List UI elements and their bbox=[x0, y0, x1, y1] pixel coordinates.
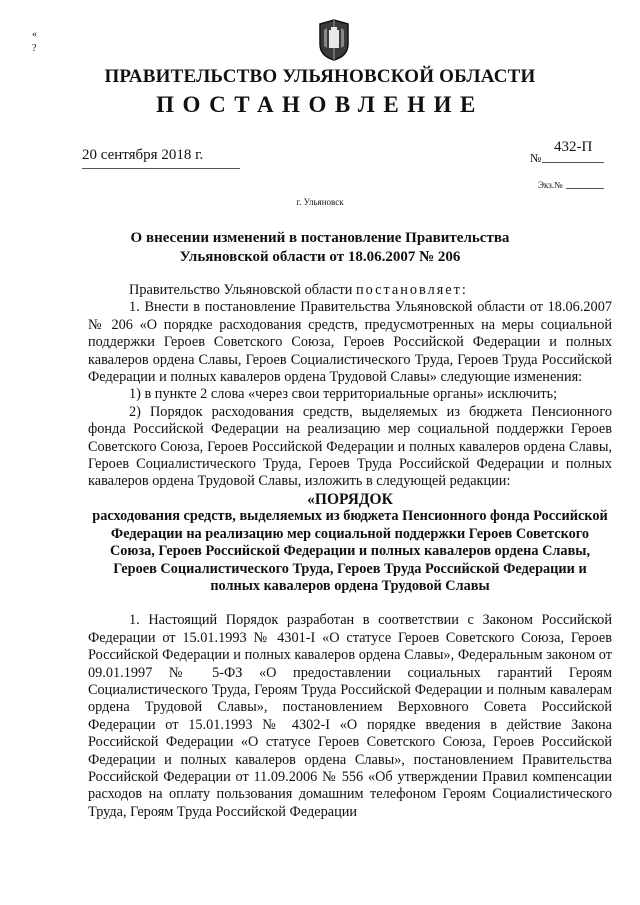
preamble bbox=[88, 282, 612, 299]
document-body bbox=[88, 282, 612, 821]
paragraph-1-2: 2) Порядок расходования средств, выделяемых из бюджета Пенсионного фонда Российской Федерации на реализацию мер социальной поддержки Героев Советского Союза, Героев Российской Федерации и полных кавалеров ордена Славы, Героев Социалистического Труда, Героев Труда Российской Федерации и полных кавалеров ордена Трудовой Славы, изложить в следующей редакции: bbox=[88, 403, 612, 490]
date-underline bbox=[82, 168, 240, 169]
margin-mark: ? bbox=[32, 43, 37, 54]
preamble-subject: Правительство Ульяновской области bbox=[129, 282, 356, 298]
preamble-verb: постановляет: bbox=[355, 282, 468, 298]
copy-label: Экз.№ bbox=[538, 180, 563, 190]
paragraph-1-1: 1) в пункте 2 слова «через свои территориальные органы» исключить; bbox=[129, 386, 558, 403]
document-title bbox=[110, 229, 530, 267]
document-number: 432-П bbox=[554, 139, 593, 155]
margin-marks bbox=[32, 28, 37, 56]
paragraph-1: 1. Внести в постановление Правительства Ульяновской области от 18.06.2007 № 206 «О порядке расходования средств, предусмотренных на меры социальной поддержки Героев Советского Союза, Героев Российской Федерации и полных кавалеров ордена Славы, Героев Социалистического Труда, Героев Труда Российской Федерации и полных кавалеров ордена Трудовой Славы» следующие изменения: bbox=[88, 299, 612, 386]
government-name: ПРАВИТЕЛЬСТВО УЛЬЯНОВСКОЙ ОБЛАСТИ bbox=[104, 66, 536, 87]
title-line: Ульяновской области от 18.06.2007 № 206 bbox=[179, 249, 461, 265]
document-type: ПОСТАНОВЛЕНИЕ bbox=[156, 92, 484, 117]
spacer bbox=[88, 595, 612, 612]
margin-mark: « bbox=[32, 29, 37, 40]
order-heading: «ПОРЯДОК bbox=[307, 490, 393, 508]
title-line: О внесении изменений в постановление Правительства bbox=[130, 230, 510, 246]
number-label: № bbox=[530, 151, 542, 165]
order-title: расходования средств, выделяемых из бюджета Пенсионного фонда Российской Федерации на реализацию мер социальной поддержки Героев Советского Союза, Героев Российской Федерации и полных кавалеров ордена Славы, Героев Социалистического Труда, Героев Труда Российской Федерации и полных кавалеров ордена Трудовой Славы bbox=[92, 508, 608, 594]
coat-of-arms-emblem bbox=[317, 18, 351, 62]
document-date: 20 сентября 2018 г. bbox=[82, 147, 204, 163]
copy-underline bbox=[566, 188, 604, 189]
city: г. Ульяновск bbox=[296, 197, 344, 207]
number-underline bbox=[542, 162, 604, 163]
order-paragraph-1: 1. Настоящий Порядок разработан в соответствии с Законом Российской Федерации от 15.01.1993 № 4301-I «О статусе Героев Советского Союза, Героев Российской Федерации и полных кавалеров ордена Славы», Федеральным законом от 09.01.1997 № 5-ФЗ «О предоставлении социальных гарантий Героям Социалистического Труда, Героям Труда Российской Федерации и полным кавалерам ордена Трудовой Славы», постановлением Верховного Совета Российской Федерации от 15.01.1993 № 4302-I «О порядке введения в действие Закона Российской Федерации «О статусе Героев Советского Союза, Героев Российской Федерации и полных кавалеров ордена Славы», постановлением Правительства Российской Федерации от 11.09.2006 № 556 «Об утверждении Правил компенсации расходов на оплату пользования домашним телефоном Героям Социалистического Труда, Героям Труда Российской Федерации bbox=[88, 612, 612, 820]
